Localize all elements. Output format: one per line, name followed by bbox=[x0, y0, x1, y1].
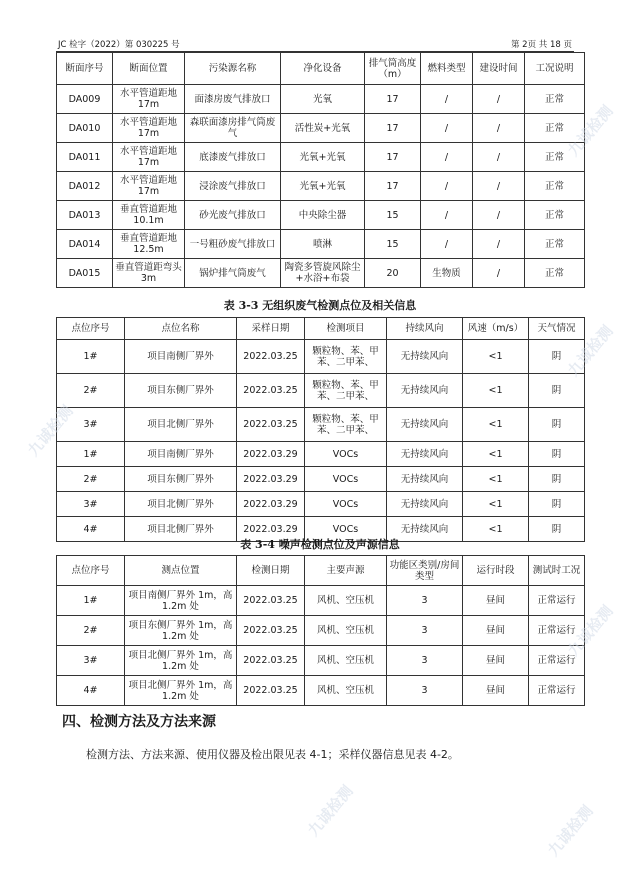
cell: <1 bbox=[463, 442, 529, 467]
document-number: JC 检字（2022）第 030225 号 bbox=[58, 40, 180, 50]
cell: 昼间 bbox=[463, 616, 529, 646]
cell: 光氧+光氧 bbox=[281, 172, 365, 201]
table-caption: 表 3-3 无组织废气检测点位及相关信息 bbox=[223, 299, 417, 312]
col-header: 燃料类型 bbox=[421, 53, 473, 85]
cell: 阴 bbox=[529, 492, 585, 517]
cell: 正常 bbox=[525, 172, 585, 201]
cell: 水平管道距地 17m bbox=[113, 114, 185, 143]
table-row bbox=[57, 374, 585, 408]
cell: DA009 bbox=[57, 85, 113, 114]
cell: <1 bbox=[463, 408, 529, 442]
cell: 正常 bbox=[525, 114, 585, 143]
col-header: 净化设备 bbox=[281, 53, 365, 85]
cell: 项目北侧厂界外 1m，高 1.2m 处 bbox=[125, 646, 237, 676]
cell: VOCs bbox=[305, 467, 387, 492]
cell: 2022.03.25 bbox=[237, 616, 305, 646]
cell: 无持续风向 bbox=[387, 374, 463, 408]
cell: 2022.03.29 bbox=[237, 517, 305, 542]
col-header: 测点位置 bbox=[125, 556, 237, 586]
cell: 15 bbox=[365, 230, 421, 259]
cell: / bbox=[421, 230, 473, 259]
cell: 阴 bbox=[529, 374, 585, 408]
cell: VOCs bbox=[305, 517, 387, 542]
cell: DA013 bbox=[57, 201, 113, 230]
cell: 17 bbox=[365, 85, 421, 114]
cell: 昼间 bbox=[463, 586, 529, 616]
cell: 垂直管道距弯头 3m bbox=[113, 259, 185, 288]
cell: / bbox=[421, 201, 473, 230]
cell: 颗粒物、苯、甲苯、二甲苯、 bbox=[305, 408, 387, 442]
cell: 17 bbox=[365, 114, 421, 143]
cell: / bbox=[421, 85, 473, 114]
cell: DA010 bbox=[57, 114, 113, 143]
cell: 正常 bbox=[525, 85, 585, 114]
cell: <1 bbox=[463, 492, 529, 517]
cell: 光氧+光氧 bbox=[281, 143, 365, 172]
cell: 锅炉排气筒废气 bbox=[185, 259, 281, 288]
col-header: 点位序号 bbox=[57, 318, 125, 340]
cell: 昼间 bbox=[463, 676, 529, 706]
cell: 项目东侧厂界外 bbox=[125, 467, 237, 492]
table-row bbox=[57, 259, 585, 288]
table-header-row bbox=[57, 556, 585, 586]
cell: 2# bbox=[57, 467, 125, 492]
cell: / bbox=[421, 143, 473, 172]
cell: 无持续风向 bbox=[387, 492, 463, 517]
cell: 正常 bbox=[525, 201, 585, 230]
body-paragraph: 检测方法、方法来源、使用仪器及检出限见表 4-1；采样仪器信息见表 4-2。 bbox=[86, 748, 459, 761]
cell: / bbox=[473, 85, 525, 114]
cell: <1 bbox=[463, 340, 529, 374]
cell: 活性炭+光氧 bbox=[281, 114, 365, 143]
watermark: 九诚检测 bbox=[564, 322, 617, 380]
table-row bbox=[57, 85, 585, 114]
cell: 面漆房废气排放口 bbox=[185, 85, 281, 114]
watermark: 九诚检测 bbox=[564, 602, 617, 660]
cell: 项目南侧厂界外 bbox=[125, 340, 237, 374]
cell: 17 bbox=[365, 143, 421, 172]
col-header: 主要声源 bbox=[305, 556, 387, 586]
col-header: 断面序号 bbox=[57, 53, 113, 85]
cell: 3# bbox=[57, 646, 125, 676]
cell: 风机、空压机 bbox=[305, 616, 387, 646]
cell: 项目北侧厂界外 bbox=[125, 492, 237, 517]
table-row bbox=[57, 114, 585, 143]
col-header: 检测项目 bbox=[305, 318, 387, 340]
cell: DA015 bbox=[57, 259, 113, 288]
cell: 光氧 bbox=[281, 85, 365, 114]
col-header: 检测日期 bbox=[237, 556, 305, 586]
cell: 正常运行 bbox=[529, 676, 585, 706]
cell: 正常 bbox=[525, 143, 585, 172]
cell: 正常运行 bbox=[529, 616, 585, 646]
cell: 2022.03.25 bbox=[237, 340, 305, 374]
table-row bbox=[57, 408, 585, 442]
cell: 项目北侧厂界外 1m，高 1.2m 处 bbox=[125, 676, 237, 706]
cell: 风机、空压机 bbox=[305, 676, 387, 706]
cell: 2022.03.25 bbox=[237, 586, 305, 616]
cell: 项目北侧厂界外 bbox=[125, 408, 237, 442]
cell: 4# bbox=[57, 517, 125, 542]
col-header: 工况说明 bbox=[525, 53, 585, 85]
cell: 喷淋 bbox=[281, 230, 365, 259]
table-row bbox=[57, 340, 585, 374]
col-header: 测试时工况 bbox=[529, 556, 585, 586]
cell: 无持续风向 bbox=[387, 517, 463, 542]
watermark: 九诚检测 bbox=[544, 802, 597, 860]
cell: 水平管道距地 17m bbox=[113, 172, 185, 201]
watermark: 九诚检测 bbox=[24, 402, 77, 460]
col-header: 排气筒高度（m） bbox=[365, 53, 421, 85]
cell: 项目东侧厂界外 bbox=[125, 374, 237, 408]
cell: 2022.03.29 bbox=[237, 467, 305, 492]
cell: / bbox=[473, 172, 525, 201]
cell: 垂直管道距地 10.1m bbox=[113, 201, 185, 230]
cell: 一号粗砂废气排放口 bbox=[185, 230, 281, 259]
section-heading: 四、检测方法及方法来源 bbox=[62, 714, 216, 730]
cell: 正常运行 bbox=[529, 586, 585, 616]
table-header-row bbox=[57, 318, 585, 340]
cell: 砂光废气排放口 bbox=[185, 201, 281, 230]
cell: 正常运行 bbox=[529, 646, 585, 676]
cell: 项目北侧厂界外 bbox=[125, 517, 237, 542]
col-header: 点位名称 bbox=[125, 318, 237, 340]
table-row bbox=[57, 492, 585, 517]
cell: 3 bbox=[387, 676, 463, 706]
cell: VOCs bbox=[305, 442, 387, 467]
cell: 4# bbox=[57, 676, 125, 706]
cell: 阴 bbox=[529, 467, 585, 492]
cell: 风机、空压机 bbox=[305, 586, 387, 616]
cell: 中央除尘器 bbox=[281, 201, 365, 230]
page-number: 第 2页 共 18 页 bbox=[510, 40, 572, 50]
table-row bbox=[57, 143, 585, 172]
cell: 底漆废气排放口 bbox=[185, 143, 281, 172]
cell: / bbox=[473, 259, 525, 288]
col-header: 建设时间 bbox=[473, 53, 525, 85]
emission-outlet-table bbox=[56, 52, 585, 288]
table-row bbox=[57, 616, 585, 646]
cell: 森联面漆房排气筒废气 bbox=[185, 114, 281, 143]
table-caption: 表 3-4 噪声检测点位及声源信息 bbox=[240, 538, 400, 551]
table-row bbox=[57, 586, 585, 616]
table-row bbox=[57, 676, 585, 706]
cell: / bbox=[421, 114, 473, 143]
cell: 昼间 bbox=[463, 646, 529, 676]
cell: 2022.03.25 bbox=[237, 408, 305, 442]
cell: 1# bbox=[57, 340, 125, 374]
cell: 垂直管道距地 12.5m bbox=[113, 230, 185, 259]
cell: 17 bbox=[365, 172, 421, 201]
cell: 15 bbox=[365, 201, 421, 230]
cell: 2022.03.25 bbox=[237, 374, 305, 408]
cell: 无持续风向 bbox=[387, 408, 463, 442]
table-row bbox=[57, 442, 585, 467]
cell: 2022.03.25 bbox=[237, 676, 305, 706]
cell: 2022.03.29 bbox=[237, 442, 305, 467]
cell: / bbox=[473, 114, 525, 143]
cell: 1# bbox=[57, 586, 125, 616]
cell: 2# bbox=[57, 374, 125, 408]
cell: / bbox=[473, 201, 525, 230]
cell: 颗粒物、苯、甲苯、二甲苯、 bbox=[305, 374, 387, 408]
col-header: 运行时段 bbox=[463, 556, 529, 586]
table-row bbox=[57, 646, 585, 676]
cell: 2022.03.25 bbox=[237, 646, 305, 676]
cell: <1 bbox=[463, 374, 529, 408]
cell: 无持续风向 bbox=[387, 467, 463, 492]
col-header: 风速（m/s） bbox=[463, 318, 529, 340]
table-row bbox=[57, 172, 585, 201]
cell: 3# bbox=[57, 492, 125, 517]
cell: 3 bbox=[387, 646, 463, 676]
table-row bbox=[57, 467, 585, 492]
cell: <1 bbox=[463, 517, 529, 542]
cell: 陶瓷多管旋风除尘+水浴+布袋 bbox=[281, 259, 365, 288]
cell: VOCs bbox=[305, 492, 387, 517]
cell: DA011 bbox=[57, 143, 113, 172]
cell: 生物质 bbox=[421, 259, 473, 288]
watermark: 九诚检测 bbox=[564, 102, 617, 160]
table-header-row bbox=[57, 53, 585, 85]
cell: 项目南侧厂界外 1m，高 1.2m 处 bbox=[125, 586, 237, 616]
cell: 3 bbox=[387, 586, 463, 616]
cell: 1# bbox=[57, 442, 125, 467]
cell: 颗粒物、苯、甲苯、二甲苯、 bbox=[305, 340, 387, 374]
cell: 无持续风向 bbox=[387, 340, 463, 374]
cell: 风机、空压机 bbox=[305, 646, 387, 676]
cell: 阴 bbox=[529, 408, 585, 442]
cell: 阴 bbox=[529, 340, 585, 374]
noise-monitoring-table bbox=[56, 555, 585, 706]
table-row bbox=[57, 201, 585, 230]
cell: / bbox=[473, 230, 525, 259]
cell: 无持续风向 bbox=[387, 442, 463, 467]
cell: 项目东侧厂界外 1m，高 1.2m 处 bbox=[125, 616, 237, 646]
col-header: 断面位置 bbox=[113, 53, 185, 85]
cell: 2022.03.29 bbox=[237, 492, 305, 517]
col-header: 功能区类别/房间类型 bbox=[387, 556, 463, 586]
cell: 2# bbox=[57, 616, 125, 646]
cell: 3# bbox=[57, 408, 125, 442]
cell: 浸涂废气排放口 bbox=[185, 172, 281, 201]
cell: <1 bbox=[463, 467, 529, 492]
cell: / bbox=[421, 172, 473, 201]
col-header: 采样日期 bbox=[237, 318, 305, 340]
cell: DA012 bbox=[57, 172, 113, 201]
col-header: 污染源名称 bbox=[185, 53, 281, 85]
cell: 20 bbox=[365, 259, 421, 288]
cell: 项目南侧厂界外 bbox=[125, 442, 237, 467]
cell: 正常 bbox=[525, 230, 585, 259]
col-header: 天气情况 bbox=[529, 318, 585, 340]
fugitive-gas-table bbox=[56, 317, 585, 542]
cell: 水平管道距地 17m bbox=[113, 143, 185, 172]
page-header bbox=[56, 38, 574, 50]
cell: 阴 bbox=[529, 517, 585, 542]
watermark: 九诚检测 bbox=[304, 782, 357, 840]
col-header: 持续风向 bbox=[387, 318, 463, 340]
cell: / bbox=[473, 143, 525, 172]
table-row bbox=[57, 230, 585, 259]
cell: 正常 bbox=[525, 259, 585, 288]
col-header: 点位序号 bbox=[57, 556, 125, 586]
cell: 水平管道距地 17m bbox=[113, 85, 185, 114]
cell: DA014 bbox=[57, 230, 113, 259]
cell: 阴 bbox=[529, 442, 585, 467]
cell: 3 bbox=[387, 616, 463, 646]
